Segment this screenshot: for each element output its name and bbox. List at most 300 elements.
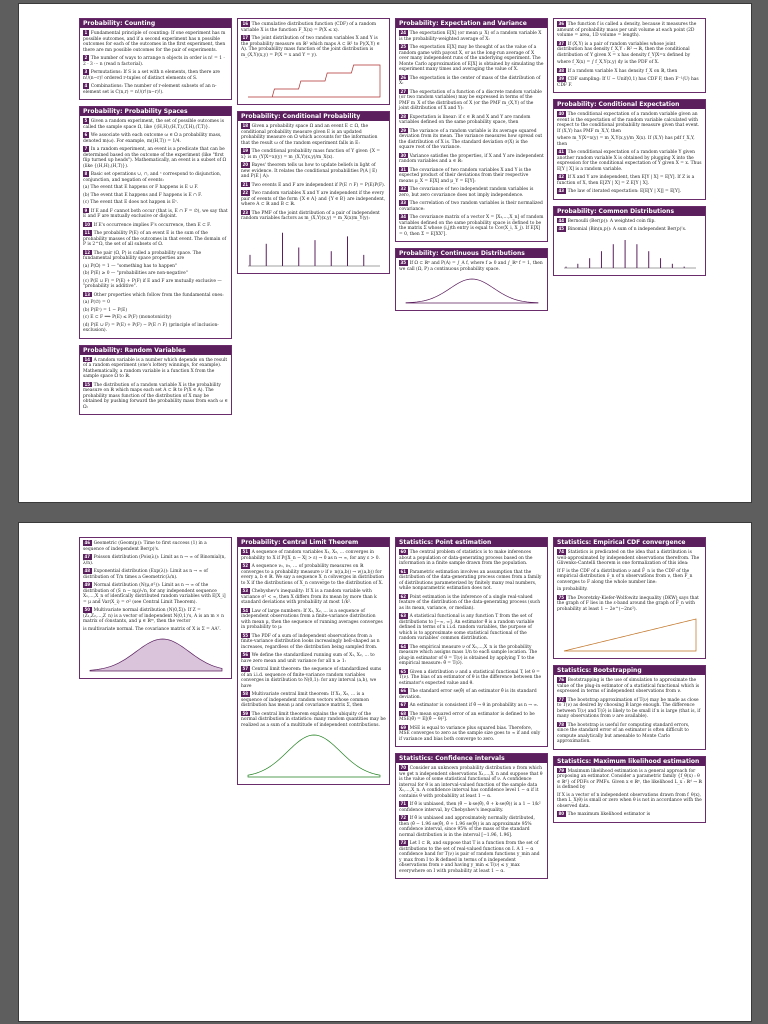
- item-number-badge: 38: [558, 67, 565, 73]
- section-body: [554, 766, 705, 822]
- theorem-item: [83, 279, 228, 290]
- theorem-item: [399, 89, 544, 112]
- column-4: [553, 537, 706, 829]
- item-number-badge: 55: [242, 632, 249, 638]
- item-number-badge: 30: [400, 152, 407, 158]
- theorem-item: [557, 60, 702, 66]
- theorem-item: [557, 21, 702, 39]
- item-text: The correlation of two random variables is their normalized covariance:: [399, 201, 543, 212]
- column-1: [79, 18, 232, 421]
- item-number-badge: 12: [84, 249, 91, 255]
- figure-curve: [90, 639, 222, 671]
- theorem-item: [399, 688, 544, 700]
- item-text: The covariance of two independent random variables is zero, but zero covariance does not imply independence.: [399, 187, 534, 198]
- theorem-item: [557, 174, 702, 186]
- item-text: Binomial (Bin(n,p)): A sum of n independent Ber(p)'s.: [567, 227, 687, 232]
- theorem-item: [241, 35, 386, 58]
- theorem-item: [557, 569, 702, 586]
- item-text: MSE is equal to variance plus squared bias. Therefore, MSE converges to zero as the sample size goes to ∞ if and only if variance and bias both converge to zero.: [399, 725, 541, 742]
- item-number-badge: 74: [558, 549, 565, 554]
- section-box: [395, 18, 548, 242]
- item-text: Combinations: The number of r-element subsets of an n-element set is C(n,r) = n!/(r!(n−r)!).: [83, 84, 217, 95]
- section-title: Statistics: Empirical CDF convergence: [554, 538, 705, 547]
- normal-density-figure: [86, 634, 226, 674]
- item-text: Point estimation is the inference of a single real-valued feature of the distribution of the data-generating process (such as its mean, variance, or median).: [399, 594, 541, 611]
- theorem-item: [399, 801, 544, 813]
- item-number-badge: 9: [84, 207, 88, 213]
- theorem-item: [399, 214, 544, 237]
- theorem-item: [241, 666, 386, 689]
- item-number-badge: 49: [84, 582, 91, 587]
- item-text: The central limit theorem explains the ubiquity of the normal distribution in statistics: many random quantities may be realized as a sum of a multitude of independent contributions.: [241, 711, 386, 728]
- theorem-item: [83, 540, 228, 552]
- figure-curve: [248, 65, 380, 97]
- item-text: The covariance matrix of a vector X = [X₁,…,X_n] of random variables defined on the same probability space is defined to be the matrix Σ whose (i,j)th entry is equal to Cov(X_i, X_j). If E[X] = 0, then Σ = E[XXᵀ].: [399, 215, 544, 237]
- theorem-item: [557, 793, 702, 810]
- item-text: (c) P(E ∪ F) = P(E) + P(F) if E and F are mutually exclusive — "probability is additive".: [83, 278, 222, 289]
- theorem-item: [557, 188, 702, 195]
- item-number-badge: 33: [400, 200, 407, 205]
- item-number-badge: 32: [400, 186, 407, 191]
- item-number-badge: 20: [242, 162, 249, 167]
- item-number-badge: 62: [400, 593, 407, 599]
- item-number-badge: 63: [400, 613, 407, 618]
- item-number-badge: 66: [400, 688, 407, 693]
- item-text: (c) The event that E does not happen is Eᶜ.: [83, 200, 179, 205]
- item-number-badge: 18: [242, 123, 249, 128]
- item-text: Given a distribution ν and a statistical functional T, let θ = T(ν). The bias of an estimator of θ is the difference between the estimator's expected value and θ.: [399, 669, 542, 686]
- item-text: Normal distribution (N(μ,σ²)): Limit as n → ∞ of the distribution of (S_n − nμ)/√n, for any independent sequence X₁,…,X_n of identically distributed random variables with E[X_i] = μ and Var(X_i) = σ² (see Central Limit Theorem).: [83, 583, 226, 605]
- section-title: Statistics: Point estimation: [396, 538, 547, 547]
- theorem-item: [557, 111, 702, 134]
- item-text: The conditional expectation of a random variable Y given another random variable X is obtained by plugging X into the expression for the conditional expectation of Y given X = x. Thus E[Y | X] is a random variable.: [557, 150, 702, 172]
- item-number-badge: 14: [84, 356, 91, 362]
- theorem-item: [557, 68, 702, 75]
- theorem-item: [399, 669, 544, 687]
- section-box: [237, 537, 390, 785]
- column-3: [395, 18, 548, 317]
- section-body: [554, 547, 705, 658]
- item-number-badge: 21: [242, 181, 249, 187]
- item-number-badge: 42: [558, 174, 565, 179]
- section-box: [553, 206, 706, 276]
- item-text: in probability.: [557, 587, 588, 592]
- item-number-badge: 39: [558, 76, 565, 81]
- clt-pmf-figure: [244, 730, 384, 780]
- item-number-badge: 72: [400, 815, 407, 820]
- section-title: Statistics: Maximum likelihood estimation: [554, 757, 705, 766]
- item-number-badge: 28: [400, 113, 407, 119]
- theorem-item: [83, 582, 228, 605]
- item-number-badge: 2: [84, 55, 88, 60]
- item-number-badge: 16: [242, 21, 249, 26]
- item-number-badge: 50: [84, 607, 91, 612]
- theorem-item: [399, 644, 544, 667]
- item-text: where m_Y|X=x(y) = m_X,Y(x,y)/m_X(x). If (X,Y) has pdf f_X,Y, then: [557, 136, 695, 147]
- theorem-item: [399, 260, 544, 272]
- joint-pmf-figure: [244, 224, 384, 269]
- item-number-badge: 53: [242, 588, 249, 593]
- item-text: Permutations: If S is a set with n elements, then there are n!/(n−r)! ordered r-tuples of distinct elements of S.: [83, 70, 221, 81]
- item-number-badge: 41: [558, 149, 565, 154]
- section-body: [396, 28, 547, 241]
- section-title: Probability: Expectation and Variance: [396, 19, 547, 28]
- item-number-badge: 45: [558, 226, 565, 231]
- item-number-badge: 67: [400, 702, 407, 707]
- figure-curve: [564, 619, 696, 651]
- section-title: Probability: Counting: [80, 19, 231, 28]
- theorem-item: [83, 357, 228, 380]
- theorem-item: [83, 292, 228, 299]
- cdf-step-figure: [244, 60, 384, 100]
- theorem-item: [83, 607, 228, 625]
- item-number-badge: 15: [84, 381, 91, 387]
- item-number-badge: 56: [242, 652, 249, 657]
- theorem-item: [83, 193, 228, 199]
- theorem-item: [83, 208, 228, 220]
- item-text: The bootstrap approximation of T(ν) may be made as close to T(ν) as desired by choosing B large enough. The difference between T(ν) and T(ν̂) is likely to be small if n is large (that is, if many observations from ν are available).: [557, 697, 701, 719]
- item-number-badge: 27: [400, 88, 407, 94]
- theorem-item: [557, 677, 702, 695]
- item-number-badge: 8: [84, 171, 88, 176]
- item-text: The covariance of two random variables X and Y is the expected product of their deviations from their respective means μ_X = E[X] and μ_Y = E[Y]:: [399, 167, 532, 184]
- theorem-item: [557, 595, 702, 613]
- theorem-item: [83, 315, 228, 321]
- theorem-item: [399, 200, 544, 212]
- item-text: The joint distribution of two random variables X and Y is the probability measure on ℝ² which maps A ⊂ ℝ² to P((X,Y) ∈ A). The probability mass function of the joint distribution is m_(X,Y)(x,y) = P(X = x and Y = y).: [241, 36, 380, 58]
- item-text: Multivariate central limit theorem: If X₁, X₂, … is a sequence of independent random vectors whose common distribution has mean μ and covariance matrix Σ, then: [241, 692, 369, 708]
- item-number-badge: 29: [400, 127, 407, 133]
- theorem-item: [399, 569, 544, 592]
- item-text: Expectation is linear: if c ∈ ℝ and X and Y are random variables defined on the same probability space, then: [399, 114, 531, 125]
- section-box: [237, 111, 390, 274]
- theorem-item: [557, 768, 702, 791]
- theorem-item: [399, 30, 544, 42]
- item-number-badge: 51: [242, 549, 249, 554]
- item-number-badge: 47: [84, 554, 91, 559]
- item-text: If X is a vector of n independent observations drawn from f_θ(x), then L_X(θ) is small or zero when θ is not in accordance with the observed data.: [557, 792, 702, 809]
- item-number-badge: 4: [84, 83, 88, 88]
- item-number-badge: 59: [242, 710, 249, 716]
- item-text: If (X,Y) is a pair of random variables whose joint distribution has density f_X,Y : ℝ² → ℝ, then the conditional distribution of Y given X = x has density f_Y|X=x defined by: [557, 41, 691, 58]
- figure-curve: [406, 279, 538, 303]
- item-text: We associate with each outcome ω ∈ Ω a probability mass, denoted m(ω). For example, m((H,T)) = 1/4.: [83, 133, 222, 144]
- section-body: [238, 19, 389, 104]
- theorem-item: [83, 185, 228, 191]
- item-number-badge: 24: [400, 30, 407, 35]
- item-text: The conditional expectation of a random variable given an event is the expectation of the random variable calculated with respect to the conditional probability measure given that event. If (X,Y) has PMF m_X,Y, then: [557, 112, 700, 134]
- item-text: Exponential distribution (Exp(λ)): Limit as n → ∞ of distribution of T/n times a Geometric(λ/n).: [83, 569, 208, 580]
- item-text: Two events E and F are independent if P(E ∩ F) = P(E)P(F).: [251, 182, 386, 188]
- item-number-badge: 60: [400, 549, 407, 554]
- item-text: The PDF of a sum of independent observations from a finite-variance distribution looks increasingly bell-shaped as n increases, regardless of the distribution being sampled from.: [241, 633, 380, 650]
- section-box: [553, 18, 706, 93]
- item-number-badge: 31: [400, 166, 407, 172]
- item-text: The expectation E[X] may be thought of as the value of a random game with payout X, or as the long-run average of X over many independent runs of the underlying experiment. The Monte Carlo approximation of E[X] is obtained by simulating the experiment many times and averaging the value of X.: [399, 45, 544, 72]
- item-text: If θ̂ is unbiased, then (θ̂ − k·se(θ̂), θ̂ + k·se(θ̂)) is a 1 − 1/k² confidence interval, by Chebyshev's inequality.: [399, 802, 541, 813]
- column-4: [553, 18, 706, 282]
- column-3: [395, 537, 548, 885]
- item-text: The Dvoretzky-Kiefer-Wolfowitz inequality (DKW) says that the graph of F lies in the ε-band around the graph of F̂_n with probability at least 1 − 2e^(−2nε²).: [557, 595, 699, 612]
- item-text: Statistics is predicated on the idea that a distribution is well-approximated by independent observations therefrom. The Glivenko-Cantelli theorem is one formalization of this idea:: [557, 550, 700, 566]
- item-text: If Ω ⊂ ℝⁿ and P(A) = ∫_A f, where f ≥ 0 and ∫_ℝⁿ f = 1, then we call (Ω, P) a continuous probability space.: [399, 261, 543, 272]
- item-number-badge: 44: [558, 217, 565, 223]
- theorem-item: [83, 382, 228, 411]
- item-text: If θ̂ is unbiased and approximately normally distributed, then (θ̂ − 1.96 se(θ̂), θ̂ + 1.96 se(θ̂)) is an approximate 95% confidence interval, since 95% of the mass of the standard normal distribution is in the interval [−1.96, 1.96].: [399, 816, 535, 838]
- item-text: The distribution of a random variable X is the probability measure on ℝ which maps each set A ⊂ ℝ to P(X ∈ A). The probability mass function of the distribution of X may be obtained by pushing forward the probability mass from each ω ∈ Ω:: [83, 382, 228, 410]
- section-title: Probability: Random Variables: [80, 346, 231, 355]
- item-text: Given a probability space Ω and an event E ⊂ Ω, the conditional probability measure given E is an updated probability measure on Ω which accounts for the information that the result ω of the random experiment falls in E:: [241, 124, 378, 146]
- item-text: The law of iterated expectation: E[E[Y | X]] = E[Y].: [567, 189, 682, 194]
- item-number-badge: 36: [558, 21, 565, 26]
- theorem-item: [241, 182, 386, 189]
- item-number-badge: 69: [400, 724, 407, 730]
- theorem-item: [399, 186, 544, 198]
- item-text: The maximum likelihood estimator is: [567, 812, 651, 817]
- item-number-badge: 3: [84, 69, 88, 74]
- theorem-item: [399, 549, 544, 567]
- section-body: [554, 675, 705, 749]
- theorem-item: [83, 308, 228, 314]
- theorem-item: [241, 21, 386, 33]
- figure-curve: [248, 735, 380, 777]
- item-text: Bernoulli (Ber(p)): A weighted coin flip.: [567, 218, 656, 224]
- theorem-item: [399, 725, 544, 743]
- item-number-badge: 10: [84, 221, 91, 227]
- item-text: (c) E ⊂ F ⟹ P(E) ≤ P(F) (monotonicity): [83, 315, 172, 320]
- item-number-badge: 23: [242, 209, 249, 215]
- theorem-item: [241, 633, 386, 651]
- item-text: If a random variable X has density f_X on ℝ, then: [567, 68, 678, 74]
- item-number-badge: 76: [558, 677, 565, 682]
- column-2: [237, 18, 390, 280]
- item-number-badge: 43: [558, 188, 565, 193]
- item-text: where f_X(x) = ∫ f_X,Y(x,y) dy is the PDF of X.: [557, 60, 660, 65]
- theorem-item: [241, 190, 386, 208]
- section-body: [80, 538, 231, 678]
- item-number-badge: 65: [400, 668, 407, 674]
- section-title: Probability: Continuous Distributions: [396, 249, 547, 258]
- item-number-badge: 40: [558, 111, 565, 116]
- section-body: [554, 19, 705, 92]
- item-text: Basic set operations ∪, ∩, and ᶜ correspond to disjunction, conjunction, and negation of events:: [83, 172, 222, 183]
- item-text: The variance of a random variable is its average squared deviation from its mean. The variance measures how spread out the distribution of X is. The standard deviation σ(X) is the square root of the variance.: [399, 128, 543, 150]
- item-number-badge: 48: [84, 568, 91, 573]
- theorem-item: [399, 702, 544, 709]
- theorem-item: [83, 55, 228, 67]
- item-text: (b) P(Eᶜ) = 1 − P(E): [83, 307, 128, 313]
- item-text: Bayes' theorem tells us how to update beliefs in light of new evidence. It relates the conditional probabilities P(A | E) and P(E | A):: [241, 163, 378, 179]
- theorem-item: [399, 75, 544, 87]
- item-text: The PMF of the joint distribution of a pair of independent random variables factors as m_(X,Y)(x,y) = m_X(x)m_Y(y):: [241, 210, 380, 221]
- item-text: Let I ⊂ ℝ, and suppose that T is a function from the set of distributions to the set of real-valued functions on I. A 1 − α confidence band for T(ν) is pair of random functions y_min and y_max from I to ℝ defined in terms of n independent observations from ν and having y_min ≤ T(ν) ≤ y_max everywhere on I with probability at least 1 − α.: [399, 841, 540, 874]
- item-text: Consider an unknown probability distribution ν from which we get n independent observations X₁,…,X_n and suppose that θ is the value of some statistical functional of ν. A confidence interval for θ is an interval-valued function of the sample data X₁,…,X_n. A confidence interval has confidence level 1 − α if it contains θ with probability at least 1 − α.: [399, 766, 543, 799]
- section-body: [554, 216, 705, 275]
- section-body: [80, 355, 231, 415]
- section-body: [80, 116, 231, 338]
- item-number-badge: 80: [558, 811, 565, 816]
- item-number-badge: 7: [84, 146, 88, 151]
- section-box: [395, 248, 548, 311]
- theorem-item: [241, 210, 386, 222]
- item-number-badge: 25: [400, 44, 407, 49]
- theorem-item: [399, 167, 544, 185]
- item-text: The cumulative distribution function (CDF) of a random variable X is the function F_X(x) = P(X ≤ x).: [241, 22, 377, 33]
- theorem-item: [83, 271, 228, 277]
- theorem-item: [399, 594, 544, 612]
- section-title: Probability: Conditional Expectation: [554, 100, 705, 109]
- theorem-item: [241, 588, 386, 606]
- item-number-badge: 6: [84, 132, 88, 137]
- item-text: Maximum likelihood estimation is a general approach for proposing an estimator. Consider a parametric family {f_θ(x) : θ ∈ ℝᵈ} of PDFs or PMFs. Given x ∈ ℝⁿ, the likelihood L_x : ℝᵈ → ℝ is defined by: [557, 768, 702, 790]
- item-text: The conditional probability mass function of Y given {X = x} is m_(Y|X=x)(y) = m_(X,Y)(x,y)/m_X(x).: [241, 149, 381, 160]
- theorem-item: [83, 627, 228, 633]
- item-text: Parametric estimation involves an assumption that the distribution of the data-generating process comes from a family of distributions parameterized by finitely many real numbers, while nonparametric estimation does not.: [399, 569, 542, 591]
- theorem-item: [241, 148, 386, 160]
- theorem-item: [83, 118, 228, 130]
- theorem-item: [83, 222, 228, 229]
- item-text: The expectation of a function of a discrete random variable (or two random variables) may be expressed in terms of the PMF m_X of the distribution of X (or the PMF m_(X,Y) of the joint distribution of X and Y):: [399, 89, 542, 111]
- item-text: If E and F cannot both occur (that is, E ∩ F = ∅), we say that E and F are mutually exclusive or disjoint.: [83, 208, 228, 219]
- theorem-item: [83, 323, 228, 334]
- item-text: Central limit theorem: the sequence of standardized sums of an i.i.d. sequence of finite-variance random variables converges in distribution to N(0,1): for any interval (a,b), we have: [241, 667, 382, 689]
- item-number-badge: 71: [400, 801, 407, 806]
- item-text: The expectation is the center of mass of the distribution of X:: [399, 75, 541, 86]
- section-body: [554, 109, 705, 199]
- section-body: [238, 547, 389, 784]
- theorem-item: [557, 149, 702, 172]
- item-text: The number of ways to arrange n objects in order is n! = 1 · 2 · 3 ··· n (read n factorial).: [83, 56, 225, 67]
- item-number-badge: 19: [242, 148, 249, 153]
- item-text: An estimator is consistent if θ̂ → θ in probability as n → ∞.: [409, 703, 539, 708]
- theorem-item: [557, 226, 702, 233]
- theorem-item: [83, 146, 228, 169]
- item-text: CDF sampling: If U ∼ Unif(0,1) has CDF F, then F⁻¹(U) has CDF F.: [557, 77, 699, 88]
- theorem-item: [241, 691, 386, 709]
- theorem-item: [83, 200, 228, 206]
- item-text: (d) P(E ∪ F) = P(E) + P(F) − P(E ∩ F) (principle of inclusion-exclusion).: [83, 322, 219, 333]
- theorem-item: [241, 711, 386, 729]
- column-2: [237, 537, 390, 791]
- section-body: [396, 763, 547, 878]
- item-text: (b) P(E) ≥ 0 — "probabilities are non-negative": [83, 271, 188, 276]
- theorem-item: [83, 554, 228, 566]
- item-number-badge: 61: [400, 568, 407, 574]
- theorem-item: [557, 549, 702, 567]
- section-title: Probability: Central Limit Theorem: [238, 538, 389, 547]
- theorem-item: [399, 765, 544, 799]
- density-figure: [402, 274, 542, 306]
- section-box: [395, 753, 548, 879]
- item-text: is multivariate normal. The covariance matrix of X is Σ = AAᵀ.: [83, 626, 221, 632]
- theorem-item: [83, 230, 228, 248]
- theorem-item: [83, 250, 228, 262]
- theorem-item: [557, 811, 702, 818]
- item-text: Fundamental principle of counting: If one experiment has m possible outcomes, and if a second experiment has n possible outcomes for each of the outcomes in the first experiment, then there are mn possible outcomes for the pair of experiments.: [83, 31, 226, 53]
- theorem-item: [557, 136, 702, 147]
- item-text: The mean squared error of an estimator is defined to be MSE(θ̂) = E[(θ̂ − θ)²].: [399, 711, 535, 722]
- item-text: (a) P(∅) = 0: [83, 300, 110, 305]
- column-1: [79, 537, 232, 685]
- section-box: [79, 18, 232, 100]
- item-number-badge: 37: [558, 40, 565, 46]
- section-box: [553, 756, 706, 823]
- theorem-item: [557, 697, 702, 720]
- theorem-item: [241, 608, 386, 631]
- theorem-item: [83, 30, 228, 53]
- section-title: Statistics: Bootstrapping: [554, 666, 705, 675]
- item-number-badge: 78: [558, 721, 565, 727]
- item-text: If X and Y are independent, then E[Y | X] = E[Y]. If Z is a function of X, then E[ZY | X] = Z E[Y | X].: [557, 175, 695, 186]
- item-number-badge: 79: [558, 767, 565, 773]
- theorem-item: [557, 218, 702, 225]
- theorem-item: [83, 83, 228, 95]
- item-number-badge: 77: [558, 696, 565, 702]
- theorem-item: [83, 568, 228, 580]
- item-text: The probability P(E) of an event E is the sum of the probability masses of the outcomes in that event. The domain of P is 2^Ω, the set of all subsets of Ω.: [83, 231, 227, 247]
- theorem-item: [399, 44, 544, 73]
- item-text: The standard error se(θ̂) of an estimator θ̂ is its standard deviation.: [399, 689, 537, 700]
- item-text: The expectation E[X] (or mean μ_X) of a random variable X is the probability-weighted average of X:: [399, 31, 542, 42]
- section-box: [395, 537, 548, 747]
- item-number-badge: 68: [400, 710, 407, 716]
- item-text: (a) The event that E happens or F happens is E ∪ F.: [83, 185, 199, 190]
- item-text: Variance satisfies the properties, if X and Y are independent random variables and a ∈ ℝ:: [399, 153, 544, 164]
- theorem-item: [557, 587, 702, 593]
- theorem-item: [399, 613, 544, 642]
- theorem-item: [241, 123, 386, 146]
- item-text: Geometric (Geom(p)): Time to first success (1) in a sequence of independent Ber(p)'s.: [83, 541, 207, 552]
- theorem-item: [83, 264, 228, 270]
- item-text: The central problem of statistics is to make inferences about a population or data-generating process based on the information in a finite sample drawn from the population.: [399, 550, 533, 566]
- theorem-item: [557, 41, 702, 59]
- item-text: (b) The event that E happens and F happens is E ∩ F.: [83, 192, 202, 198]
- section-box: [553, 537, 706, 659]
- item-text: The function f is called a density, because it measures the amount of probability mass per unit volume at each point (2D volume = area, 1D volume = length).: [557, 22, 697, 38]
- theorem-item: [399, 128, 544, 151]
- section-box: [79, 345, 232, 416]
- theorem-item: [241, 162, 386, 180]
- section-body: [238, 121, 389, 273]
- item-text: We define the standardized running sum of X₁, X₂, … to have zero mean and unit variance for all n ≥ 1:: [241, 653, 375, 664]
- item-number-badge: 73: [400, 840, 407, 845]
- item-text: (a) P(Ω) = 1 — "something has to happen": [83, 263, 178, 269]
- theorem-item: [241, 652, 386, 664]
- binomial-pmf-figure: [560, 235, 700, 271]
- theorem-item: [557, 76, 702, 88]
- item-number-badge: 58: [242, 691, 249, 696]
- theorem-item: [399, 711, 544, 723]
- item-number-badge: 70: [400, 765, 407, 770]
- item-text: Law of large numbers: If X₁, X₂, … is a sequence of independent observations from a finite-variance distribution with mean μ, then the sequence of running averages converges in probability to μ:: [241, 608, 383, 630]
- item-text: If F is the CDF of a distribution ν and F̂_n is the CDF of the empirical distribution ν̂_n of n observations from ν, then F̂_n converges to F along the whole number line:: [557, 568, 693, 585]
- item-number-badge: 75: [558, 594, 565, 600]
- theorem-item: [399, 840, 544, 874]
- item-number-badge: 35: [400, 260, 407, 265]
- item-text: A random variable is a number which depends on the result of a random experiment (one's lottery winnings, for example). Mathematically, a random variable is a function X from the sample space Ω to ℝ.: [83, 357, 228, 379]
- item-text: If E's occurrence implies F's occurrence, then E ⊂ F.: [93, 222, 211, 228]
- cheatsheet-page-2: [18, 522, 752, 1022]
- item-text: In a random experiment, an event is a predicate that can be determined based on the outcome of the experiment (like "first flip turned up heads"). Mathematically, an event is a subset of Ω (like {(H,H),(H,T)}).: [83, 147, 227, 169]
- theorem-item: [83, 69, 228, 81]
- section-title: Probability: Conditional Probability: [238, 112, 389, 121]
- item-number-badge: 64: [400, 643, 407, 649]
- section-body: [396, 547, 547, 746]
- item-number-badge: 26: [400, 74, 407, 80]
- item-text: The bootstrap is useful for computing standard errors, since the standard error of an estimator is often difficult to compute analytically but amenable to Monte Carlo approximation.: [557, 722, 690, 744]
- theorem-item: [399, 815, 544, 838]
- item-number-badge: 11: [84, 230, 91, 235]
